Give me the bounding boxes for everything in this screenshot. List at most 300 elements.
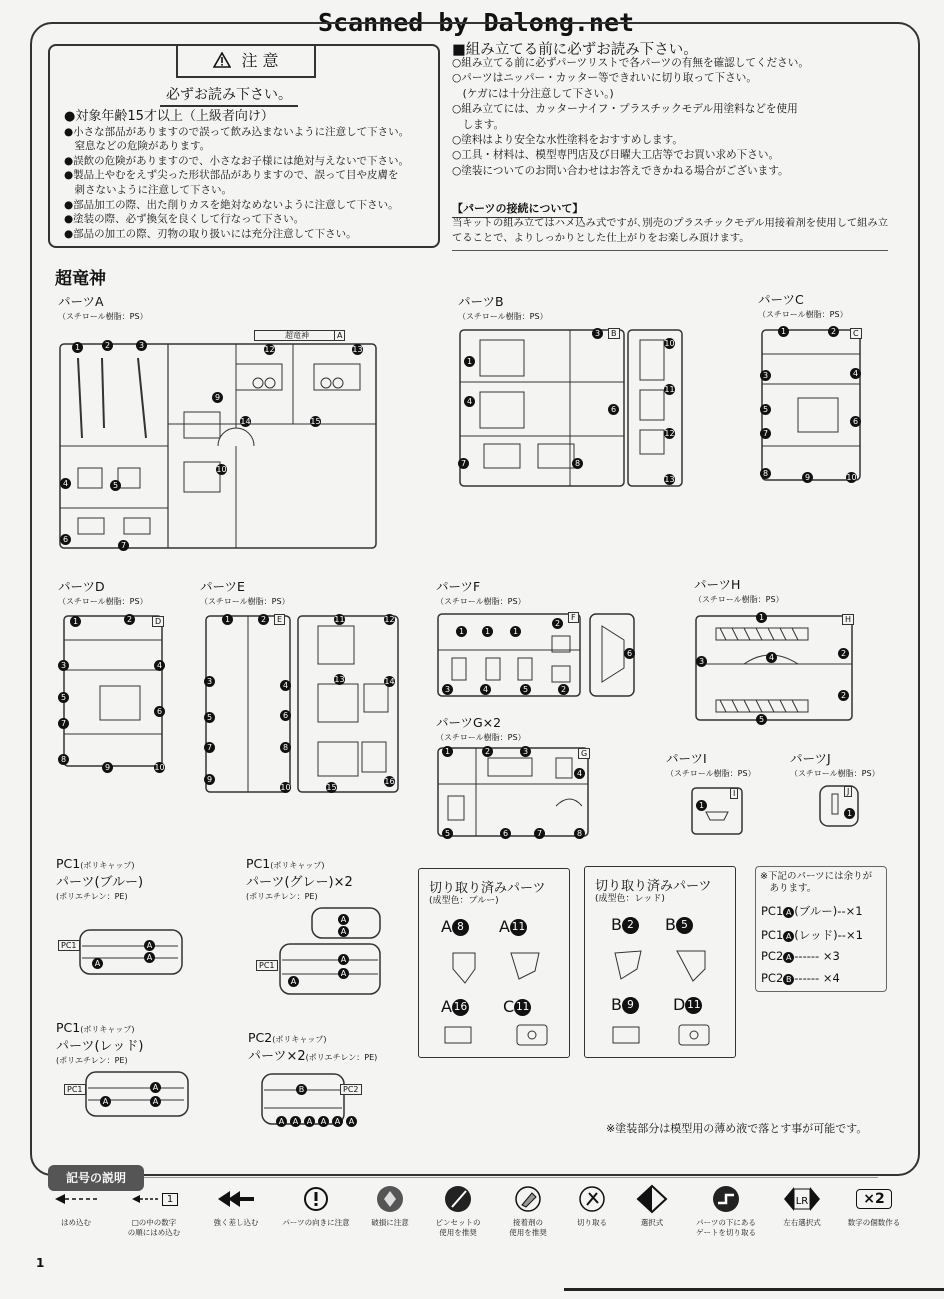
divider (452, 250, 888, 251)
precut-number: 9 (622, 997, 639, 1014)
spare-letter: A (783, 907, 794, 918)
pc-name: パーツ×2 (248, 1049, 306, 1064)
part-number: 7 (58, 718, 69, 729)
part-number: 9 (102, 762, 113, 773)
symbol-label: パーツの向きに注意 (282, 1218, 350, 1227)
part-number: 6 (624, 648, 635, 659)
paint-note: ※塗装部分は模型用の薄め液で落とす事が可能です。 (606, 1122, 868, 1135)
part-number: 8 (280, 742, 291, 753)
pc-material: (ポリエチレン：PE) (56, 892, 128, 901)
part-material: （スチロール樹脂：PS） (436, 597, 526, 606)
part-number: 8 (58, 754, 69, 765)
precut-number: 11 (514, 999, 531, 1016)
read-first-title: ■組み立てる前に必ずお読み下さい。 (452, 42, 698, 58)
symbol-selectable (612, 1184, 692, 1228)
precut-number: 11 (510, 919, 527, 936)
part-number: 8 (760, 468, 771, 479)
part-number: 4 (574, 768, 585, 779)
runner-letter: H (842, 614, 854, 625)
page-number: 1 (36, 1256, 45, 1270)
runner-a-drawing (58, 328, 380, 552)
part-number: 1 (756, 612, 767, 623)
part-number: A (290, 1116, 301, 1127)
symbol-label: 破損に注意 (371, 1218, 409, 1227)
part-h-label (694, 575, 784, 605)
spare-count: ------ ×3 (794, 949, 840, 963)
runner-c-drawing (758, 326, 864, 484)
part-name: パーツG×2 (436, 715, 502, 730)
part-number: 10 (664, 339, 675, 348)
part-number: 1 (456, 626, 467, 637)
caution-title: 注 意 (241, 51, 279, 70)
pc-name: パーツ(ブルー) (56, 875, 144, 890)
pc-type: (ポリキャップ) (272, 1035, 327, 1044)
read-first-item: (ケガには十分注意して下さい。) (452, 87, 614, 100)
symbol-gate-cut (686, 1184, 766, 1238)
part-number: 7 (760, 428, 771, 439)
precut-label (441, 917, 469, 936)
part-number: 1 (844, 808, 855, 819)
part-b-label (458, 292, 548, 322)
kit-name: 超竜神 (55, 269, 106, 289)
part-number: 5 (442, 828, 453, 839)
symbol-fit-in (36, 1184, 116, 1228)
runner-letter: E (274, 614, 285, 625)
spare-count: ------ ×4 (794, 971, 840, 985)
part-number: 6 (500, 828, 511, 839)
runner-c (758, 326, 864, 484)
cut-icon (578, 1185, 606, 1213)
precut-label (611, 995, 639, 1014)
pc2-runner (258, 1070, 368, 1130)
read-first-item: ○組み立てる前に必ずパーツリストで各パーツの有無を確認してください。 (452, 57, 809, 69)
part-number: 7 (534, 828, 545, 839)
pc-name: パーツ(レッド) (56, 1039, 144, 1054)
runner-letter: D (152, 616, 164, 627)
spare-row (761, 971, 840, 985)
pc-tag: PC1 (256, 960, 278, 971)
precut-blue-box (418, 868, 570, 1058)
part-number: 6 (608, 404, 619, 415)
pc-type: (ポリキャップ) (80, 861, 135, 870)
read-first-item: します。 (452, 118, 505, 131)
runner-b (458, 326, 688, 488)
symbol-label: の順にはめ込む (127, 1228, 181, 1237)
part-d-label (58, 577, 148, 607)
connection-title: 【パーツの接続について】 (452, 200, 583, 218)
spare-row (761, 927, 863, 943)
part-number: 1 (222, 614, 233, 625)
read-first-item: ○塗装についてのお問い合わせはお答えできかねる場合がございます。 (452, 164, 789, 177)
part-number: 4 (464, 396, 475, 407)
precut-number: 16 (452, 999, 469, 1016)
runner-letter: J (844, 786, 852, 797)
symbol-label: 選択式 (640, 1218, 664, 1227)
runner-d-drawing (58, 612, 166, 772)
part-number: 12 (384, 615, 395, 624)
pc-type: (ポリキャップ) (270, 861, 325, 870)
runner-d (58, 612, 166, 772)
part-number: 1 (778, 326, 789, 337)
precut-label (441, 997, 469, 1016)
part-number: A (304, 1116, 315, 1127)
runner-e (200, 612, 402, 796)
precut-red-box (584, 866, 736, 1058)
part-material: （スチロール樹脂：PS） (790, 769, 880, 778)
age-note: ●対象年齢15才以上（上級者向け） (64, 109, 274, 124)
spare-parts-box (755, 866, 887, 992)
precut-letter: B (665, 915, 676, 934)
symbol-label: 切り取る (577, 1218, 607, 1227)
part-g-label (436, 713, 526, 743)
part-number: 4 (154, 660, 165, 671)
symbol-tweezers (418, 1184, 498, 1238)
runner-e-drawing (200, 612, 402, 796)
precut-letter: B (611, 915, 622, 934)
pc-gray-drawing (256, 906, 384, 996)
pc-gray-runner (256, 906, 384, 996)
part-number: 3 (592, 328, 603, 339)
part-number: 5 (760, 404, 771, 415)
part-number: 1 (482, 626, 493, 637)
precut-parts-drawing (441, 949, 551, 989)
symbol-make-count (834, 1184, 914, 1228)
part-material: （スチロール樹脂：PS） (58, 312, 148, 321)
part-i-label (666, 749, 756, 779)
precut-sub: (成型色：ブルー) (429, 896, 499, 906)
spare-row (761, 903, 863, 919)
caution-item: 刺さないように注意して下さい。 (64, 183, 232, 196)
part-number: 6 (60, 534, 71, 545)
precut-sub: (成型色：レッド) (595, 894, 665, 904)
pc-blue-runner (58, 928, 186, 976)
part-number: 2 (482, 746, 493, 757)
caution-item: ●小さな部品がありますので誤って飲み込まないように注意して下さい。 (64, 125, 410, 138)
part-number: 3 (760, 370, 771, 381)
part-number: 6 (280, 710, 291, 721)
part-j-label (790, 749, 880, 779)
pc-material: (ポリエチレン：PE) (305, 1053, 378, 1062)
precut-parts-drawing (441, 1023, 551, 1049)
part-number: 4 (280, 680, 291, 691)
pc-type: (ポリキャップ) (80, 1025, 135, 1034)
part-number: 9 (802, 472, 813, 483)
part-number: 1 (696, 800, 707, 811)
warning-icon (213, 52, 231, 68)
spare-row (761, 949, 840, 963)
symbol-label: ゲートを切り取る (696, 1228, 756, 1237)
part-number: 2 (102, 340, 113, 351)
part-number: 10 (280, 783, 291, 792)
arrow-dashed-icon (53, 1192, 99, 1206)
part-number: 7 (204, 742, 215, 753)
pc-code: PC1 (56, 1020, 81, 1035)
part-number: 6 (850, 416, 861, 427)
part-number: 5 (204, 712, 215, 723)
part-name: パーツF (436, 579, 481, 594)
part-name: パーツB (458, 294, 504, 309)
part-name: パーツI (666, 751, 707, 766)
spare-title-line: あります。 (769, 883, 817, 894)
part-number: 16 (384, 777, 395, 786)
part-number: A (144, 952, 155, 963)
part-number: 5 (520, 684, 531, 695)
arrow-numbered-icon (130, 1192, 160, 1206)
part-number: 13 (334, 675, 345, 684)
runner-letter: C (850, 328, 862, 339)
part-number: 10 (216, 465, 227, 474)
scan-edge (564, 1288, 944, 1291)
pc-red-label (56, 1020, 144, 1066)
part-number: 2 (124, 614, 135, 625)
part-number: 11 (664, 385, 675, 394)
pc-material: (ポリエチレン：PE) (56, 1056, 128, 1065)
part-material: （スチロール樹脂：PS） (758, 310, 848, 319)
must-read: 必ずお読み下さい。 (160, 84, 298, 107)
part-number: 14 (384, 677, 395, 686)
pc-material: (ポリエチレン：PE) (246, 892, 318, 901)
precut-label (499, 917, 527, 936)
read-first-item: ○組み立てには、カッターナイフ・プラスチックモデル用塗料などを使用 (452, 103, 798, 116)
precut-label (503, 997, 531, 1016)
part-number: 8 (574, 828, 585, 839)
spare-letter: B (783, 974, 794, 985)
runner-f (436, 610, 636, 700)
part-number: 3 (442, 684, 453, 695)
part-number: A (332, 1116, 343, 1127)
caution-item: ●部品加工の際、出た削りカスを絶対なめないように注意して下さい。 (64, 198, 399, 211)
pc-tag: PC1 (58, 940, 80, 951)
symbol-label: 強く差し込む (213, 1218, 259, 1227)
times-two-box: ×2 (856, 1189, 891, 1209)
pc2-label (248, 1030, 377, 1064)
legend-divider (48, 1177, 878, 1178)
part-material: （スチロール樹脂：PS） (694, 595, 784, 604)
part-material: （スチロール樹脂：PS） (58, 597, 148, 606)
part-f-label (436, 577, 526, 607)
precut-letter: D (673, 995, 686, 1014)
part-number: 13 (352, 345, 363, 354)
part-number: 5 (110, 480, 121, 491)
part-number: A (346, 1116, 357, 1127)
symbol-orientation (276, 1184, 356, 1228)
part-number: 1 (70, 616, 81, 627)
part-name: パーツC (758, 292, 804, 307)
precut-number: 5 (676, 917, 693, 934)
caution-item: ●製品上やむをえず尖った形状部品がありますので、誤って目や皮膚を (64, 169, 399, 182)
part-number: 9 (212, 392, 223, 403)
precut-letter: C (503, 997, 515, 1016)
pc-blue-drawing (58, 928, 186, 976)
runner-letter: G (578, 748, 590, 759)
order-number-box: 1 (162, 1193, 178, 1206)
part-number: 5 (58, 692, 69, 703)
runner-letter: B (608, 328, 620, 339)
pc-code: PC1 (56, 856, 81, 871)
tweezers-icon (444, 1185, 472, 1213)
part-number: 1 (510, 626, 521, 637)
runner-f-drawing (436, 610, 636, 700)
symbol-label: 使用を推奨 (509, 1228, 547, 1237)
part-number: 1 (442, 746, 453, 757)
part-c-label (758, 290, 848, 320)
precut-label (673, 995, 702, 1014)
part-a-label (58, 292, 148, 322)
precut-number: 11 (685, 997, 702, 1014)
runner-g (436, 744, 592, 840)
part-number: B (296, 1084, 307, 1095)
part-number: A (276, 1116, 287, 1127)
gate-cut-icon (712, 1185, 740, 1213)
symbol-label: パーツの下にある (696, 1218, 756, 1227)
part-number: 2 (558, 684, 569, 695)
precut-label (665, 915, 693, 934)
part-number: 13 (664, 475, 675, 484)
part-number: 2 (258, 614, 269, 625)
caution-box (48, 44, 440, 248)
breakage-icon (376, 1185, 404, 1213)
precut-title: 切り取り済みパーツ (429, 881, 546, 896)
read-first-item: ○塗料はより安全な水性塗料をおすすめします。 (452, 134, 683, 147)
pc-red-runner (64, 1070, 192, 1118)
spare-code: PC2 (761, 949, 784, 963)
read-first-list (452, 56, 809, 179)
runner-letter: A (334, 330, 345, 341)
part-number: 4 (766, 652, 777, 663)
symbol-label: 左右選択式 (783, 1218, 821, 1227)
precut-title: 切り取り済みパーツ (595, 879, 712, 894)
caution-item: ●誤飲の危険がありますので、小さなお子様には絶対与えないで下さい。 (64, 154, 409, 167)
part-name: パーツE (200, 579, 245, 594)
part-number: 7 (458, 458, 469, 469)
part-number: 5 (756, 714, 767, 725)
spare-count: (ブルー)--×1 (794, 904, 863, 918)
part-number: 3 (520, 746, 531, 757)
part-number: A (338, 954, 349, 965)
symbol-label: 使用を推奨 (439, 1228, 477, 1237)
precut-letter: A (499, 917, 510, 936)
part-number: 14 (240, 417, 251, 426)
part-e-label (200, 577, 290, 607)
part-number: A (338, 926, 349, 937)
part-name: パーツA (58, 294, 104, 309)
pc-code: PC2 (248, 1030, 273, 1045)
connection-text: 当キットの組み立てはハメ込み式ですが､別売のプラスチックモデル用接着剤を使用して組み立てることで、よりしっかりとした仕上がりをお楽しみ頂けます。 (452, 217, 889, 244)
precut-letter: A (441, 997, 452, 1016)
adhesive-icon (514, 1185, 542, 1213)
part-material: （スチロール樹脂：PS） (200, 597, 290, 606)
part-number: A (100, 1096, 111, 1107)
precut-number: 2 (622, 917, 639, 934)
part-number: 15 (310, 417, 321, 426)
part-material: （スチロール樹脂：PS） (666, 769, 756, 778)
part-number: 4 (480, 684, 491, 695)
part-name: パーツH (694, 577, 741, 592)
runner-h (694, 612, 860, 726)
part-number: A (338, 968, 349, 979)
symbol-lr-select (762, 1184, 842, 1228)
part-number: 1 (464, 356, 475, 367)
part-number: 7 (118, 540, 129, 551)
part-number: 1 (72, 342, 83, 353)
runner-g-drawing (436, 744, 592, 840)
part-number: 6 (154, 706, 165, 717)
pc-name: パーツ(グレー)×2 (246, 875, 353, 890)
precut-parts-drawing (607, 1023, 717, 1049)
symbol-label: □の中の数字 (131, 1218, 177, 1227)
caution-item: ●部品の加工の際、刃物の取り扱いには充分注意して下さい。 (64, 227, 357, 240)
part-number: 12 (264, 345, 275, 354)
caution-item: ●塗装の際、必ず換気を良くして行なって下さい。 (64, 213, 305, 226)
precut-letter: A (441, 917, 452, 936)
spare-count: (レッド)--×1 (794, 928, 863, 942)
part-number: A (288, 976, 299, 987)
caution-item: 窒息などの危険があります。 (64, 140, 211, 153)
runner-j (818, 784, 860, 828)
pc-gray-label (246, 856, 353, 902)
part-number: 3 (696, 656, 707, 667)
part-name: パーツJ (790, 751, 831, 766)
caution-list (64, 110, 409, 241)
spare-letter: A (783, 952, 794, 963)
part-number: 10 (154, 763, 165, 772)
read-first-item: ○パーツはニッパー・カッター等できれいに切り取って下さい。 (452, 72, 757, 85)
runner-tag: 超竜神 (254, 330, 340, 341)
symbol-label: 数字の個数作る (847, 1218, 901, 1227)
pc-tag: PC1 (64, 1084, 86, 1095)
lr-select-icon (782, 1185, 822, 1213)
part-number: A (338, 914, 349, 925)
read-first-item: ○工具・材料は、模型専門店及び日曜大工店等でお買い求め下さい。 (452, 149, 780, 162)
runner-j-drawing (818, 784, 860, 828)
pc-blue-label (56, 856, 143, 902)
precut-parts-drawing (607, 947, 717, 987)
runner-letter: F (568, 612, 579, 623)
part-number: 2 (828, 326, 839, 337)
caution-header (176, 46, 316, 78)
part-name: パーツD (58, 579, 105, 594)
part-number: 3 (136, 340, 147, 351)
spare-letter: A (783, 931, 794, 942)
exclamation-circle-icon (303, 1186, 329, 1212)
part-number: 8 (572, 458, 583, 469)
pc-tag: PC2 (340, 1084, 362, 1095)
part-number: A (150, 1096, 161, 1107)
spare-code: PC1 (761, 904, 784, 918)
spare-code: PC1 (761, 928, 784, 942)
symbol-label: 接着剤の (513, 1218, 543, 1227)
pc-code: PC1 (246, 856, 271, 871)
scan-credit: Scanned by Dalong.net (318, 8, 635, 37)
part-number: 4 (60, 478, 71, 489)
spare-title-line: ※下記のパーツには余りが (760, 871, 873, 882)
spare-title (760, 871, 872, 895)
runner-a (58, 328, 380, 552)
part-number: 2 (838, 648, 849, 659)
part-number: 4 (850, 368, 861, 379)
spare-code: PC2 (761, 971, 784, 985)
runner-i (690, 786, 744, 836)
part-number: A (318, 1116, 329, 1127)
selectable-icon (636, 1184, 668, 1214)
part-number: 11 (334, 615, 345, 624)
part-material: （スチロール樹脂：PS） (458, 312, 548, 321)
runner-h-drawing (694, 612, 860, 726)
part-number: A (144, 940, 155, 951)
part-number: 15 (326, 783, 337, 792)
lr-text: LR (795, 1196, 809, 1207)
part-number: 3 (58, 660, 69, 671)
